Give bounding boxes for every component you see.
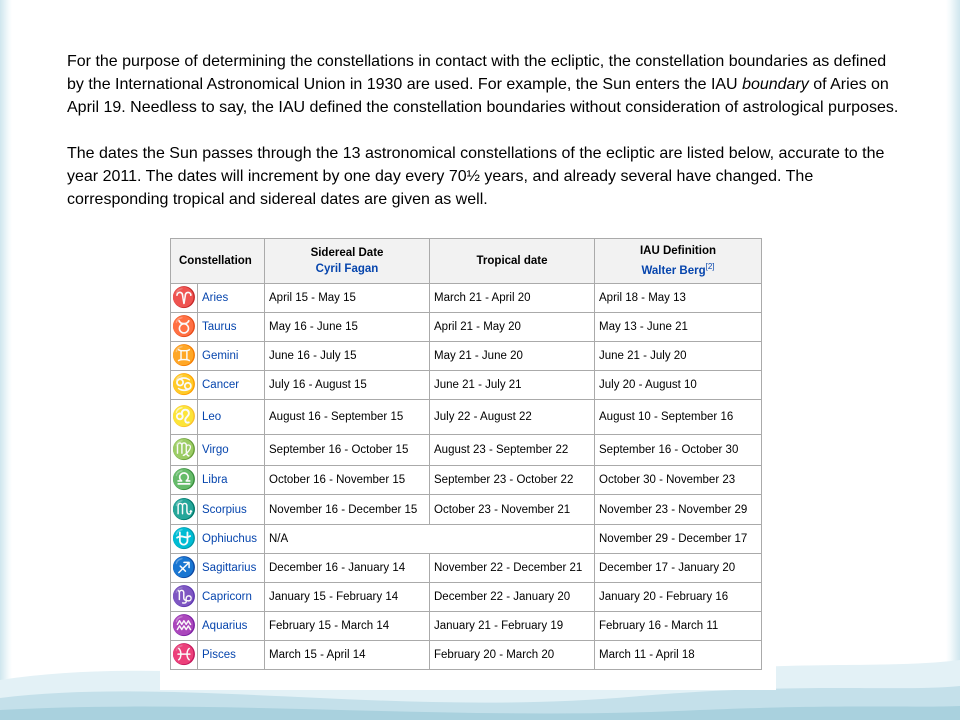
sidereal-date-cell: May 16 - June 15	[265, 313, 430, 342]
header-sidereal	[265, 239, 430, 284]
virgo-symbol-icon: ♍	[171, 435, 198, 466]
tropical-date-cell: May 21 - June 20	[430, 342, 595, 371]
body-text	[67, 50, 907, 211]
tropical-date-cell: November 22 - December 21	[430, 554, 595, 583]
tropical-date-cell: April 21 - May 20	[430, 313, 595, 342]
tropical-date-cell: July 22 - August 22	[430, 400, 595, 435]
sidereal-date-cell: August 16 - September 15	[265, 400, 430, 435]
tropical-date-cell: October 23 - November 21	[430, 495, 595, 525]
iau-date-cell: May 13 - June 21	[595, 313, 762, 342]
header-iau-title: IAU Definition	[639, 245, 717, 258]
constellation-name-link[interactable]: Libra	[198, 466, 265, 495]
table-row	[171, 284, 762, 313]
paragraph1-italic-word: boundary	[742, 76, 809, 93]
iau-date-cell: December 17 - January 20	[595, 554, 762, 583]
constellation-name-link[interactable]: Aquarius	[198, 612, 265, 641]
ophiuchus-symbol-icon: ⛎	[171, 525, 198, 554]
iau-date-cell: February 16 - March 11	[595, 612, 762, 641]
pisces-symbol-icon: ♓	[171, 641, 198, 670]
iau-date-cell: March 11 - April 18	[595, 641, 762, 670]
capricorn-symbol-icon: ♑	[171, 583, 198, 612]
paragraph-constellation-boundaries	[67, 50, 907, 119]
table-image-frame	[160, 230, 776, 690]
table-row	[171, 641, 762, 670]
paragraph-sun-dates: The dates the Sun passes through the 13 astronomical constellations of the ecliptic are listed below, accurate to the year 2011. The dates will increment by one day every 70½ years, and already several have changed. The corresponding tropical and sidereal dates are given as well.	[67, 145, 885, 208]
header-constellation: Constellation	[171, 239, 265, 284]
tropical-date-cell: January 21 - February 19	[430, 612, 595, 641]
header-tropical: Tropical date	[430, 239, 595, 284]
iau-date-cell: June 21 - July 20	[595, 342, 762, 371]
constellation-name-link[interactable]: Gemini	[198, 342, 265, 371]
iau-date-cell: July 20 - August 10	[595, 371, 762, 400]
aquarius-symbol-icon: ♒	[171, 612, 198, 641]
table-row	[171, 435, 762, 466]
tropical-date-cell: March 21 - April 20	[430, 284, 595, 313]
constellation-name-link[interactable]: Leo	[198, 400, 265, 435]
constellation-name-link[interactable]: Aries	[198, 284, 265, 313]
table-row	[171, 612, 762, 641]
paragraph1-part-b: of Aries on April 19. Needless to say, the IAU defined the constellation boundaries without consideration of astrological purposes.	[67, 76, 899, 116]
sidereal-date-cell: April 15 - May 15	[265, 284, 430, 313]
taurus-symbol-icon: ♉	[171, 313, 198, 342]
table-row	[171, 466, 762, 495]
sidereal-date-cell: November 16 - December 15	[265, 495, 430, 525]
leo-symbol-icon: ♌	[171, 400, 198, 435]
constellation-name-link[interactable]: Sagittarius	[198, 554, 265, 583]
table-row	[171, 525, 762, 554]
libra-symbol-icon: ♎	[171, 466, 198, 495]
scorpius-symbol-icon: ♏	[171, 495, 198, 525]
table-body	[171, 284, 762, 670]
cancer-symbol-icon: ♋	[171, 371, 198, 400]
tropical-date-cell: August 23 - September 22	[430, 435, 595, 466]
iau-date-cell: November 23 - November 29	[595, 495, 762, 525]
iau-date-cell: November 29 - December 17	[595, 525, 762, 554]
iau-date-cell: October 30 - November 23	[595, 466, 762, 495]
sidereal-date-cell: October 16 - November 15	[265, 466, 430, 495]
table-row	[171, 400, 762, 435]
constellation-name-link[interactable]: Taurus	[198, 313, 265, 342]
table-row	[171, 342, 762, 371]
constellation-name-link[interactable]: Scorpius	[198, 495, 265, 525]
iau-date-cell: September 16 - October 30	[595, 435, 762, 466]
table-row	[171, 583, 762, 612]
constellation-name-link[interactable]: Ophiuchus	[198, 525, 265, 554]
aries-symbol-icon: ♈	[171, 284, 198, 313]
constellation-name-link[interactable]: Virgo	[198, 435, 265, 466]
header-sidereal-author-link[interactable]: Cyril Fagan	[315, 263, 379, 275]
table-row	[171, 495, 762, 525]
constellation-name-link[interactable]: Cancer	[198, 371, 265, 400]
sidereal-date-cell: December 16 - January 14	[265, 554, 430, 583]
sidereal-date-cell: June 16 - July 15	[265, 342, 430, 371]
sidereal-date-cell: September 16 - October 15	[265, 435, 430, 466]
constellation-name-link[interactable]: Capricorn	[198, 583, 265, 612]
table-row	[171, 554, 762, 583]
sidereal-date-cell: February 15 - March 14	[265, 612, 430, 641]
constellation-name-link[interactable]: Pisces	[198, 641, 265, 670]
header-sidereal-title: Sidereal Date	[310, 247, 384, 259]
header-iau-author-link[interactable]: Walter Berg	[641, 264, 706, 277]
table-row	[171, 313, 762, 342]
tropical-date-cell: December 22 - January 20	[430, 583, 595, 612]
tropical-date-cell: September 23 - October 22	[430, 466, 595, 495]
tropical-date-cell: June 21 - July 21	[430, 371, 595, 400]
iau-date-cell: January 20 - February 16	[595, 583, 762, 612]
zodiac-dates-table	[170, 238, 762, 670]
iau-date-cell: April 18 - May 13	[595, 284, 762, 313]
iau-date-cell: August 10 - September 16	[595, 400, 762, 435]
sagittarius-symbol-icon: ♐	[171, 554, 198, 583]
gemini-symbol-icon: ♊	[171, 342, 198, 371]
table-header-row	[171, 239, 762, 284]
table-row	[171, 371, 762, 400]
sidereal-date-cell: March 15 - April 14	[265, 641, 430, 670]
sidereal-date-cell: January 15 - February 14	[265, 583, 430, 612]
header-iau	[595, 239, 762, 284]
paragraph1-part-a: For the purpose of determining the constellations in contact with the ecliptic, the constellation boundaries as defined by the International Astronomical Union in 1930 are used. For example, the Sun enters the IAU	[67, 53, 887, 93]
header-iau-reference-link[interactable]: [2]	[705, 262, 715, 272]
tropical-date-cell: February 20 - March 20	[430, 641, 595, 670]
sidereal-date-cell: July 16 - August 15	[265, 371, 430, 400]
sidereal-tropical-na-cell: N/A	[265, 525, 595, 554]
